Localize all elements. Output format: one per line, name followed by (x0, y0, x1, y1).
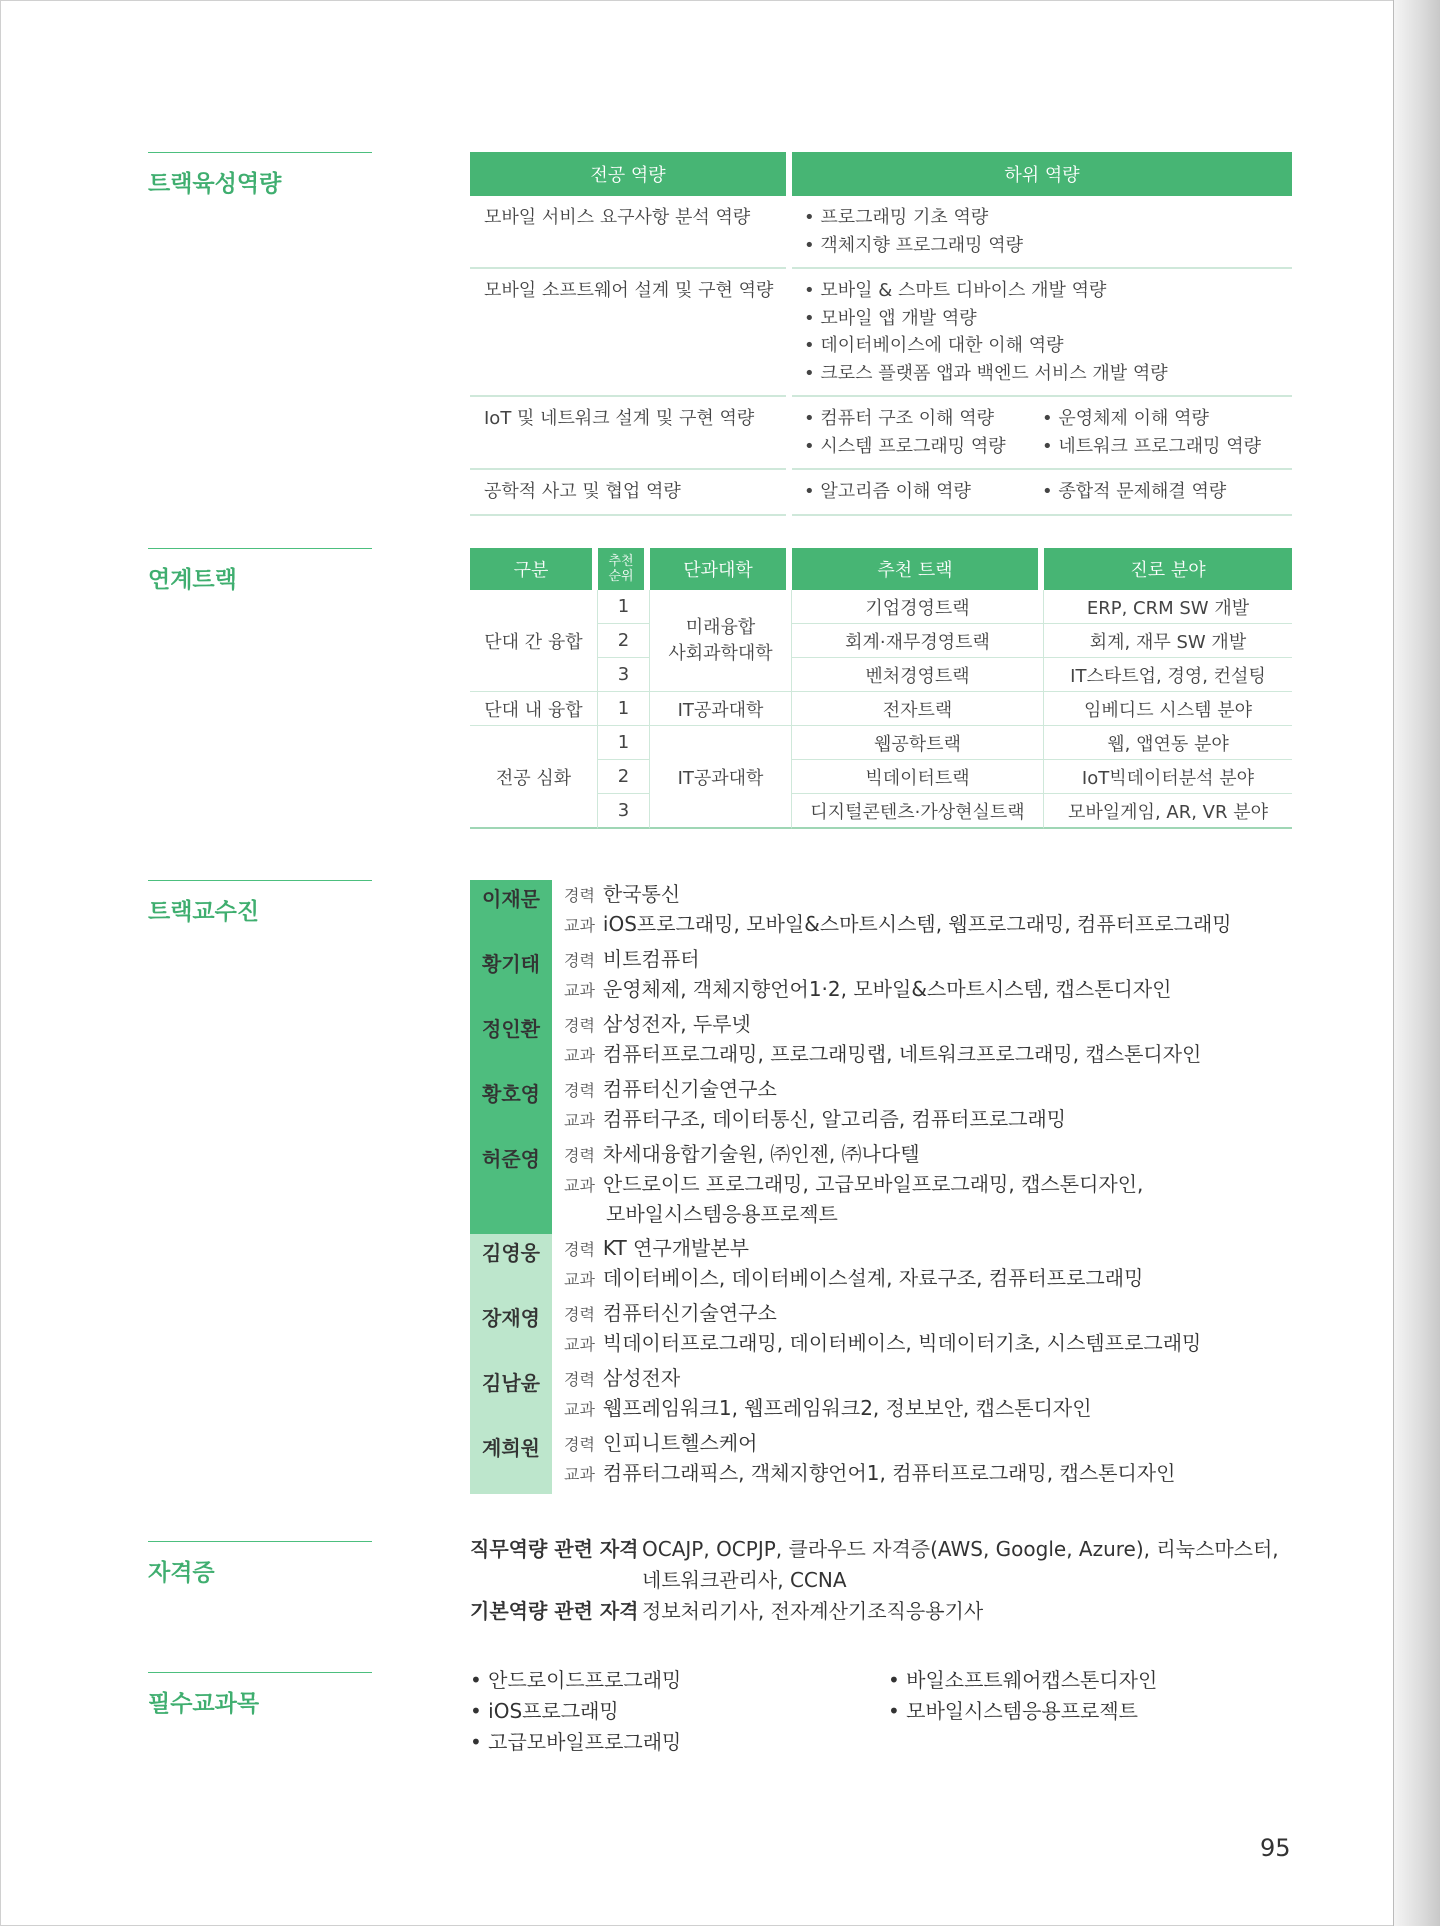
course-item: • 안드로이드프로그래밍 (470, 1665, 888, 1696)
sub-competency-item: • 크로스 플랫폼 앱과 백엔드 서비스 개발 역량 (804, 360, 1280, 388)
professor-career: 삼성전자, 두루넷 (602, 1012, 751, 1036)
professor-name: 장재영 (470, 1299, 552, 1364)
sub-competency-item: • 운영체제 이해 역량 (1042, 405, 1280, 433)
competency-row (470, 470, 1292, 516)
professor-name: 이재문 (470, 880, 552, 945)
professor-entry (470, 1140, 1300, 1234)
career-tag: 경력 (564, 1016, 595, 1035)
sub-competency-item: • 데이터베이스에 대한 이해 역량 (804, 332, 1280, 360)
section-label-linked: 연계트랙 (148, 548, 372, 594)
track-career: IoT빅데이터분석 분야 (1044, 760, 1292, 794)
professor-entry (470, 1299, 1300, 1364)
sub-competency-item: • 객체지향 프로그래밍 역량 (804, 232, 1280, 260)
professor-list (470, 880, 1300, 1494)
course-list-right (888, 1665, 1157, 1758)
track-career: ERP, CRM SW 개발 (1044, 590, 1292, 624)
section-label-competency: 트랙육성역량 (148, 152, 372, 198)
professor-courses: 빅데이터프로그래밍, 데이터베이스, 빅데이터기초, 시스템프로그래밍 (602, 1331, 1202, 1355)
professor-courses: 데이터베이스, 데이터베이스설계, 자료구조, 컴퓨터프로그래밍 (602, 1266, 1144, 1290)
table-row (470, 726, 1292, 760)
courses-tag: 교과 (564, 1400, 595, 1419)
cert-value-line: OCAJP, OCPJP, 클라우드 자격증(AWS, Google, Azure), 리눅스마스터, (642, 1537, 1279, 1561)
track-career: IT스타트업, 경영, 컨설팅 (1044, 658, 1292, 692)
courses-tag: 교과 (564, 981, 595, 1000)
course-item: • iOS프로그래밍 (470, 1696, 888, 1727)
professor-career: 컴퓨터신기술연구소 (602, 1077, 777, 1101)
required-courses (470, 1665, 1290, 1758)
course-list-left (470, 1665, 888, 1758)
competency-row (470, 397, 1292, 470)
cert-label: 기본역량 관련 자격 (470, 1599, 639, 1623)
major-competency: 공학적 사고 및 협업 역량 (470, 470, 786, 516)
professor-entry (470, 1075, 1300, 1140)
track-career: 모바일게임, AR, VR 분야 (1044, 794, 1292, 829)
professor-career: 컴퓨터신기술연구소 (602, 1301, 777, 1325)
courses-tag: 교과 (564, 916, 595, 935)
track-college: IT공과대학 (650, 726, 792, 829)
sub-competency-cell (792, 397, 1292, 470)
professor-career: 차세대융합기술원, ㈜인젠, ㈜나다텔 (602, 1142, 920, 1166)
track-rank: 3 (598, 794, 650, 829)
professor-name: 황호영 (470, 1075, 552, 1140)
courses-tag: 교과 (564, 1335, 595, 1354)
career-tag: 경력 (564, 1146, 595, 1165)
linked-track-table (470, 548, 1292, 829)
major-competency: 모바일 서비스 요구사항 분석 역량 (470, 196, 786, 269)
professor-courses-continued: 모바일시스템응용프로젝트 (606, 1202, 838, 1226)
professor-entry (470, 945, 1300, 1010)
professor-entry (470, 1364, 1300, 1429)
professor-name: 김영웅 (470, 1234, 552, 1299)
career-tag: 경력 (564, 1305, 595, 1324)
header-college: 단과대학 (650, 548, 792, 590)
professor-career: 비트컴퓨터 (602, 947, 700, 971)
major-competency: 모바일 소프트웨어 설계 및 구현 역량 (470, 269, 786, 397)
track-college: 미래융합 사회과학대학 (650, 590, 792, 692)
sub-competency-cell (792, 196, 1292, 269)
track-name: 웹공학트랙 (792, 726, 1044, 760)
header-sub-competency: 하위 역량 (792, 152, 1292, 196)
header-career: 진로 분야 (1044, 548, 1292, 590)
cert-label: 직무역량 관련 자격 (470, 1537, 639, 1561)
header-major-competency: 전공 역량 (470, 152, 786, 196)
track-career: 웹, 앱연동 분야 (1044, 726, 1292, 760)
competency-row (470, 269, 1292, 397)
certifications (470, 1534, 1282, 1627)
career-tag: 경력 (564, 1370, 595, 1389)
header-category: 구분 (470, 548, 598, 590)
major-competency: IoT 및 네트워크 설계 및 구현 역량 (470, 397, 786, 470)
sub-competency-item: • 시스템 프로그래밍 역량 (804, 433, 1042, 461)
sub-competency-item: • 알고리즘 이해 역량 (804, 478, 1042, 506)
header-track: 추천 트랙 (792, 548, 1044, 590)
course-item: • 고급모바일프로그래밍 (470, 1727, 888, 1758)
track-name: 디지털콘텐츠·가상현실트랙 (792, 794, 1044, 829)
course-item: • 바일소프트웨어캡스톤디자인 (888, 1665, 1157, 1696)
track-rank: 1 (598, 590, 650, 624)
professor-name: 황기태 (470, 945, 552, 1010)
track-rank: 1 (598, 726, 650, 760)
cert-value-line: 정보처리기사, 전자계산기조직응용기사 (642, 1599, 984, 1623)
track-name: 빅데이터트랙 (792, 760, 1044, 794)
table-row (470, 590, 1292, 624)
professor-courses: 웹프레임워크1, 웹프레임워크2, 정보보안, 캡스톤디자인 (602, 1396, 1092, 1420)
courses-tag: 교과 (564, 1270, 595, 1289)
track-name: 회계·재무경영트랙 (792, 624, 1044, 658)
competency-row (470, 196, 1292, 269)
course-item: • 모바일시스템응용프로젝트 (888, 1696, 1157, 1727)
track-name: 기업경영트랙 (792, 590, 1044, 624)
track-category: 전공 심화 (470, 726, 598, 829)
professor-courses: 안드로이드 프로그래밍, 고급모바일프로그래밍, 캡스톤디자인, (602, 1172, 1144, 1196)
section-label-certs: 자격증 (148, 1541, 372, 1587)
sub-competency-item: • 컴퓨터 구조 이해 역량 (804, 405, 1042, 433)
professor-name: 정인환 (470, 1010, 552, 1075)
courses-tag: 교과 (564, 1046, 595, 1065)
professor-courses: 컴퓨터구조, 데이터통신, 알고리즘, 컴퓨터프로그래밍 (602, 1107, 1067, 1131)
track-category: 단대 간 융합 (470, 590, 598, 692)
professor-name: 허준영 (470, 1140, 552, 1234)
track-career: 임베디드 시스템 분야 (1044, 692, 1292, 726)
professor-courses: iOS프로그래밍, 모바일&스마트시스템, 웹프로그래밍, 컴퓨터프로그래밍 (602, 912, 1232, 936)
track-name: 전자트랙 (792, 692, 1044, 726)
sub-competency-item: • 프로그래밍 기초 역량 (804, 204, 1280, 232)
courses-tag: 교과 (564, 1465, 595, 1484)
competency-table (470, 152, 1292, 516)
career-tag: 경력 (564, 951, 595, 970)
table-row (470, 692, 1292, 726)
professor-career: 삼성전자 (602, 1366, 681, 1390)
sub-competency-item: • 네트워크 프로그래밍 역량 (1042, 433, 1280, 461)
career-tag: 경력 (564, 886, 595, 905)
professor-career: 한국통신 (602, 882, 681, 906)
track-rank: 2 (598, 624, 650, 658)
page-edge-shadow (1393, 0, 1440, 1926)
courses-tag: 교과 (564, 1176, 595, 1195)
professor-courses: 운영체제, 객체지향언어1·2, 모바일&스마트시스템, 캡스톤디자인 (602, 977, 1172, 1001)
courses-tag: 교과 (564, 1111, 595, 1130)
sub-competency-item: • 종합적 문제해결 역량 (1042, 478, 1280, 506)
track-career: 회계, 재무 SW 개발 (1044, 624, 1292, 658)
career-tag: 경력 (564, 1081, 595, 1100)
sub-competency-item: • 모바일 & 스마트 디바이스 개발 역량 (804, 277, 1280, 305)
career-tag: 경력 (564, 1240, 595, 1259)
professor-entry (470, 1010, 1300, 1075)
professor-name: 김남윤 (470, 1364, 552, 1429)
professor-courses: 컴퓨터프로그래밍, 프로그래밍랩, 네트워크프로그래밍, 캡스톤디자인 (602, 1042, 1202, 1066)
sub-competency-cell (792, 269, 1292, 397)
professor-entry (470, 880, 1300, 945)
cert-value-line: 네트워크관리사, CCNA (642, 1568, 847, 1592)
professor-name: 계희원 (470, 1429, 552, 1494)
track-college: IT공과대학 (650, 692, 792, 726)
sub-competency-item: • 모바일 앱 개발 역량 (804, 305, 1280, 333)
page-number: 95 (1260, 1834, 1291, 1862)
header-rank: 추천 순위 (598, 548, 650, 590)
track-name: 벤처경영트랙 (792, 658, 1044, 692)
track-rank: 3 (598, 658, 650, 692)
professor-entry (470, 1429, 1300, 1494)
track-rank: 1 (598, 692, 650, 726)
cert-row (470, 1534, 1282, 1596)
section-label-courses: 필수교과목 (148, 1672, 372, 1718)
professor-career: 인피니트헬스케어 (602, 1431, 758, 1455)
professor-courses: 컴퓨터그래픽스, 객체지향언어1, 컴퓨터프로그래밍, 캡스톤디자인 (602, 1461, 1176, 1485)
sub-competency-cell (792, 470, 1292, 516)
career-tag: 경력 (564, 1435, 595, 1454)
track-category: 단대 내 융합 (470, 692, 598, 726)
section-label-professors: 트랙교수진 (148, 880, 372, 926)
track-rank: 2 (598, 760, 650, 794)
cert-row (470, 1596, 1282, 1627)
professor-entry (470, 1234, 1300, 1299)
professor-career: KT 연구개발본부 (602, 1236, 749, 1260)
